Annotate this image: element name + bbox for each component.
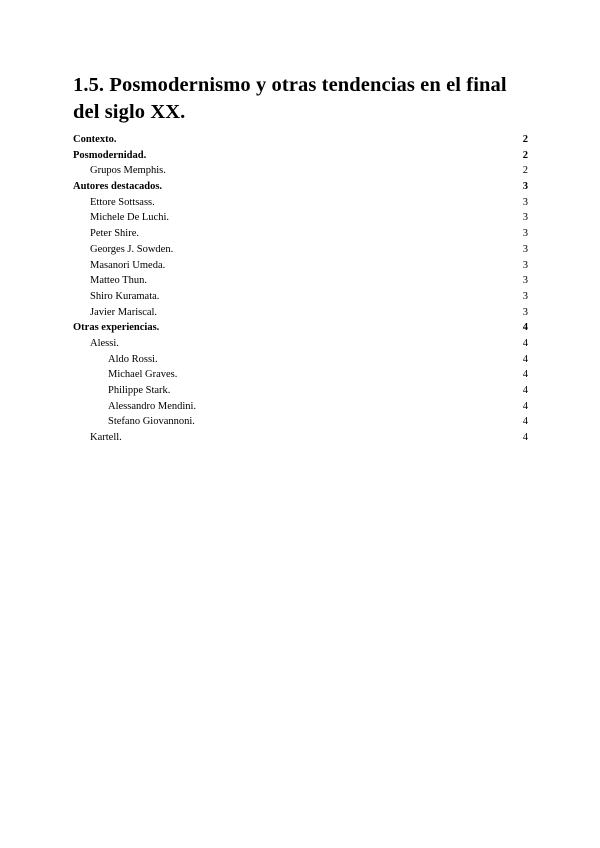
toc-entry[interactable] [73, 336, 528, 352]
toc-entry-label: Alessi. [90, 337, 119, 349]
toc-entry-page: 4 [522, 416, 528, 428]
toc-entry[interactable] [73, 242, 528, 258]
toc-entry-page: 4 [522, 385, 528, 396]
toc-entry-label: Posmodernidad. [73, 149, 147, 161]
toc-entry-label: Javier Mariscal. [90, 306, 158, 318]
toc-entry-page: 4 [522, 353, 528, 365]
toc-entry-label: Georges J. Sowden. [90, 243, 174, 255]
toc-entry[interactable] [73, 148, 528, 164]
toc-entry[interactable] [73, 320, 528, 336]
toc-entry[interactable] [73, 289, 528, 305]
toc-entry-label: Grupos Memphis. [90, 165, 166, 177]
toc-entry-label: Autores destacados. [73, 181, 163, 193]
toc-entry-page: 4 [522, 322, 528, 334]
toc-entry-page: 4 [522, 369, 528, 381]
toc-entry-label: Michael Graves. [108, 369, 178, 381]
toc-entry[interactable] [73, 399, 528, 415]
toc-entry-page: 4 [522, 400, 528, 412]
table-of-contents [73, 132, 528, 446]
toc-entry[interactable] [73, 163, 528, 179]
toc-entry-label: Kartell. [90, 432, 122, 444]
toc-entry[interactable] [73, 179, 528, 195]
toc-entry[interactable] [73, 195, 528, 211]
toc-entry-label: Matteo Thun. [90, 275, 147, 287]
toc-entry-label: Ettore Sottsass. [90, 196, 155, 208]
toc-entry-label: Philippe Stark. [108, 385, 171, 396]
page-title: 1.5. Posmodernismo y otras tendencias en el final del siglo XX. [73, 74, 507, 123]
toc-entry-label: Peter Shire. [90, 228, 139, 240]
toc-entry-label: Alessandro Mendini. [108, 400, 197, 412]
toc-entry-page: 2 [522, 134, 528, 145]
toc-entry[interactable] [73, 273, 528, 289]
toc-entry-label: Aldo Rossi. [108, 353, 158, 365]
toc-entry-page: 3 [522, 243, 528, 255]
toc-entry-page: 4 [522, 432, 528, 444]
toc-entry-label: Michele De Luchi. [90, 212, 170, 224]
toc-entry-label: Shiro Kuramata. [90, 290, 160, 302]
toc-entry-label: Contexto. [73, 134, 117, 145]
toc-entry[interactable] [73, 367, 528, 383]
toc-entry-label: Masanori Umeda. [90, 259, 166, 271]
toc-entry[interactable] [73, 352, 528, 368]
toc-entry[interactable] [73, 132, 528, 148]
toc-entry-page: 2 [522, 165, 528, 177]
toc-entry[interactable] [73, 258, 528, 274]
toc-entry[interactable] [73, 430, 528, 446]
toc-entry[interactable] [73, 383, 528, 399]
toc-entry-page: 3 [522, 290, 528, 302]
toc-entry-label: Otras experiencias. [73, 322, 160, 334]
toc-entry-page: 3 [522, 212, 528, 224]
toc-entry-page: 3 [522, 181, 528, 193]
toc-entry[interactable] [73, 305, 528, 321]
toc-entry-page: 3 [522, 196, 528, 208]
toc-entry[interactable] [73, 210, 528, 226]
toc-entry-page: 3 [522, 306, 528, 318]
toc-entry-page: 3 [522, 228, 528, 240]
toc-entry[interactable] [73, 414, 528, 430]
toc-entry-page: 4 [522, 337, 528, 349]
toc-entry-page: 3 [522, 259, 528, 271]
toc-entry-page: 3 [522, 275, 528, 287]
toc-entry-label: Stefano Giovannoni. [108, 416, 195, 428]
toc-entry[interactable] [73, 226, 528, 242]
toc-entry-page: 2 [522, 149, 528, 161]
